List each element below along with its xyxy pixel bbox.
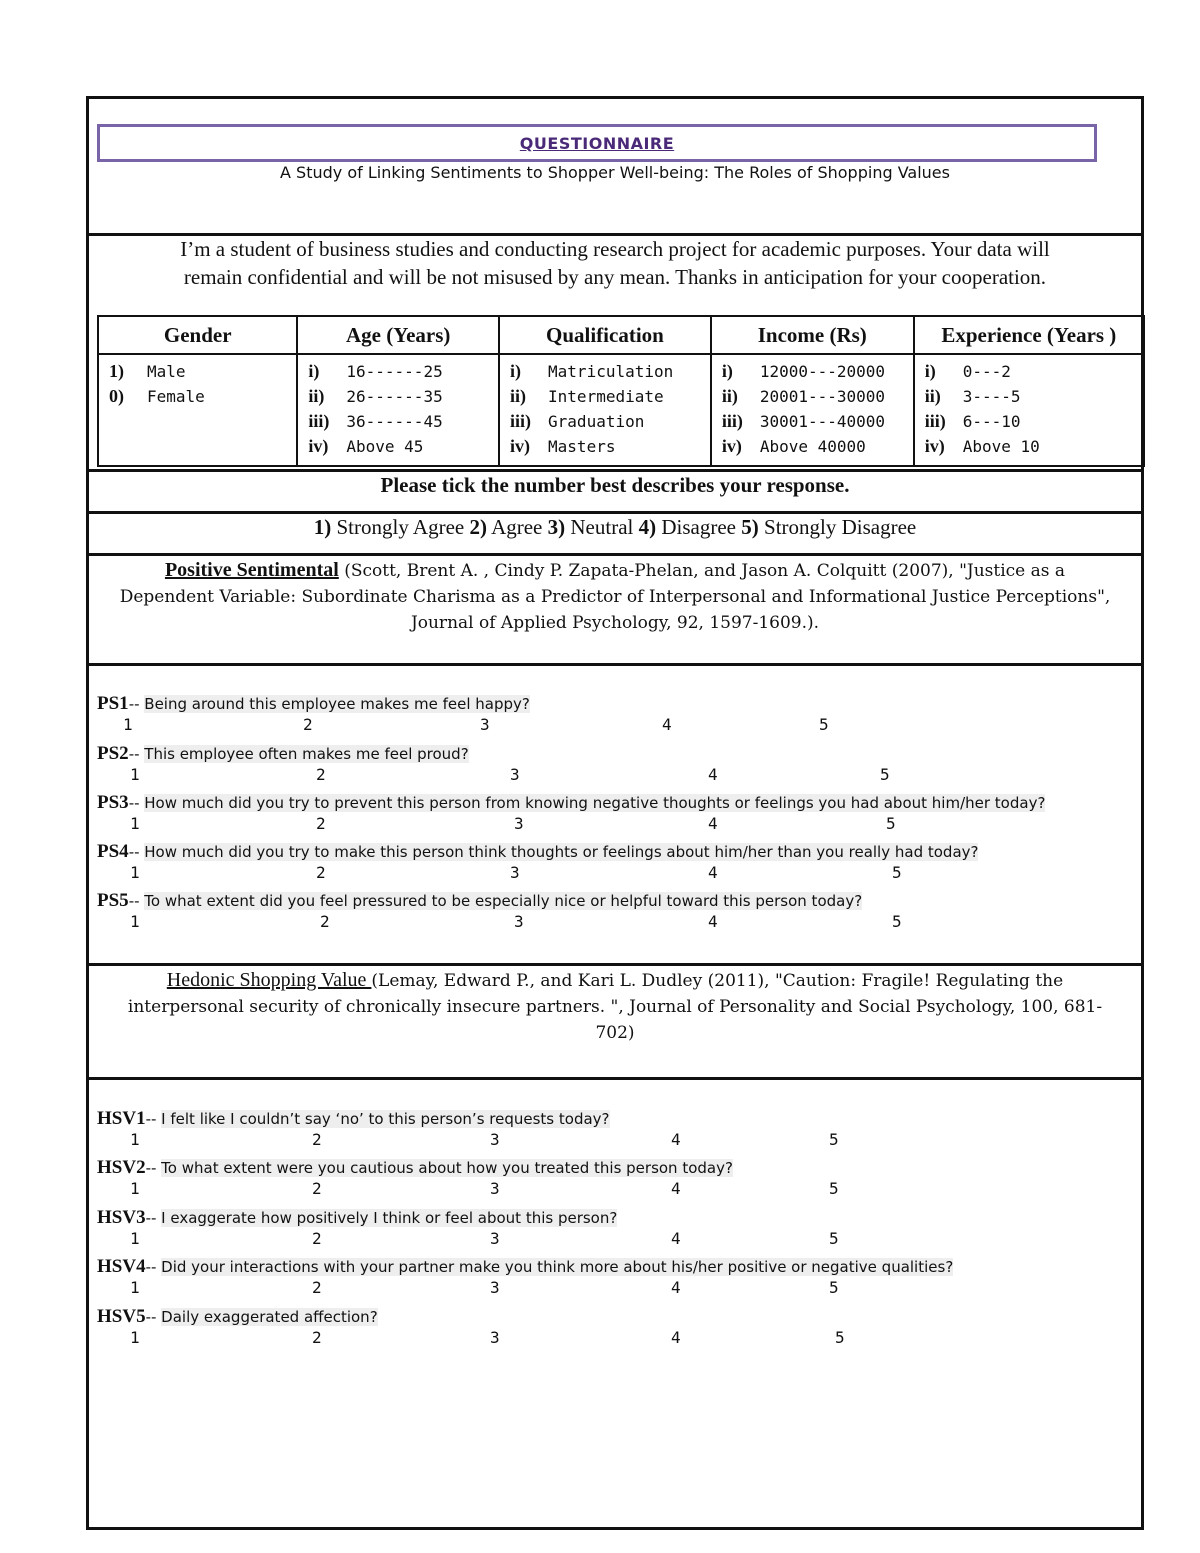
- age-option[interactable]: ii) 26------35: [308, 386, 443, 406]
- gender-option[interactable]: 1) Male: [109, 361, 186, 381]
- intro-line-1: I’m a student of business studies and conducting research project for academic purposes. Your data will: [180, 237, 1050, 261]
- page-title: QUESTIONNAIRE: [519, 134, 675, 153]
- age-option[interactable]: iv) Above 45: [308, 436, 424, 456]
- age-option[interactable]: i) 16------25: [308, 361, 443, 381]
- experience-option[interactable]: iii) 6---10: [924, 411, 1021, 431]
- rating-scale[interactable]: 1 2 3 4 5: [130, 1179, 839, 1198]
- rating-scale[interactable]: 1 2 3 4 5: [130, 1229, 839, 1248]
- qualification-option[interactable]: iv) Masters: [510, 436, 616, 456]
- intro-text: [109, 235, 1121, 291]
- page-subtitle: A Study of Linking Sentiments to Shopper Well-being: The Roles of Shopping Values: [280, 163, 950, 182]
- rating-scale[interactable]: 1 2 3 4 5: [130, 863, 902, 882]
- scale-legend: 1) Strongly Agree 2) Agree 3) Neutral 4) Disagree 5) Strongly Disagree: [313, 515, 917, 539]
- experience-option[interactable]: ii) 3----5: [924, 386, 1021, 406]
- rating-scale[interactable]: 1 2 3 4 5: [130, 1278, 839, 1297]
- rating-scale[interactable]: 1 2 3 4 5: [130, 814, 896, 833]
- income-header: Income (Rs): [711, 316, 914, 354]
- question-hsv4: HSV4-- Did your interactions with your partner make you think more about his/her positive or negative qualities? 1 2 3 4 5: [97, 1256, 1127, 1302]
- divider: [89, 511, 1141, 514]
- question-hsv5: HSV5-- Daily exaggerated affection? 1 2 3 4 5: [97, 1306, 1127, 1352]
- question-ps5: PS5-- To what extent did you feel pressured to be especially nice or helpful toward this person today? 1 2 3 4 5: [97, 890, 1127, 936]
- hedonic-reference: Hedonic Shopping Value (Lemay, Edward P., and Kari L. Dudley (2011), "Caution: Fragile! Regulating the interpersonal security of chronically insecure partners. ", Journal of Personality and Social Psychology, 100, 681-702): [127, 969, 1103, 1043]
- hedonic-heading: Hedonic Shopping Value: [166, 969, 372, 991]
- qualification-option[interactable]: iii) Graduation: [510, 411, 645, 431]
- qualification-header: Qualification: [499, 316, 711, 354]
- gender-option[interactable]: 0) Female: [109, 386, 205, 406]
- experience-options: [914, 354, 1144, 466]
- question-hsv2: HSV2-- To what extent were you cautious about how you treated this person today? 1 2 3 4 5: [97, 1157, 1127, 1203]
- qualification-options: [499, 354, 711, 466]
- question-hsv3: HSV3-- I exaggerate how positively I think or feel about this person? 1 2 3 4 5: [97, 1207, 1127, 1253]
- demographics-table: [97, 315, 1145, 467]
- divider: [89, 663, 1141, 666]
- rating-scale[interactable]: 1 2 3 4 5: [130, 1130, 839, 1149]
- question-ps3: PS3-- How much did you try to prevent this person from knowing negative thoughts or feelings you had about him/her today? 1 2 3 4 5: [97, 792, 1127, 838]
- questionnaire-frame: [86, 96, 1144, 1530]
- experience-header: Experience (Years ): [914, 316, 1144, 354]
- divider: [89, 1077, 1141, 1080]
- age-header: Age (Years): [297, 316, 499, 354]
- qualification-option[interactable]: i) Matriculation: [510, 361, 674, 381]
- divider: [89, 963, 1141, 966]
- question-ps1: PS1-- Being around this employee makes me feel happy? 1 2 3 4 5: [97, 693, 1127, 739]
- intro-line-2: remain confidential and will be not misused by any mean. Thanks in anticipation for your cooperation.: [183, 265, 1047, 289]
- instruction-text: Please tick the number best describes your response.: [380, 473, 850, 497]
- gender-header: Gender: [98, 316, 297, 354]
- question-ps4: PS4-- How much did you try to make this person think thoughts or feelings about him/her than you really had today? 1 2 3 4 5: [97, 841, 1127, 887]
- rating-scale[interactable]: 1 2 3 4 5: [130, 765, 890, 784]
- income-option[interactable]: ii) 20001---30000: [721, 386, 886, 406]
- positive-reference: Positive Sentimental (Scott, Brent A. , Cindy P. Zapata-Phelan, and Jason A. Colquitt (2007), "Justice as a Dependent Variable: Subordinate Charisma as a Predictor of Interpersonal and Informational Justice Perceptions", Journal of Applied Psychology, 92, 1597-1609.).: [119, 559, 1111, 633]
- divider: [89, 553, 1141, 556]
- rating-scale[interactable]: 1 2 3 4 5: [130, 1328, 845, 1347]
- age-options: [297, 354, 499, 466]
- income-options: [711, 354, 914, 466]
- experience-option[interactable]: i) 0---2: [924, 361, 1011, 381]
- income-option[interactable]: iv) Above 40000: [721, 436, 866, 456]
- rating-scale[interactable]: 1 2 3 4 5: [123, 715, 829, 734]
- divider: [89, 469, 1141, 472]
- experience-option[interactable]: iv) Above 10: [924, 436, 1040, 456]
- income-option[interactable]: iii) 30001---40000: [721, 411, 886, 431]
- positive-heading: Positive Sentimental: [164, 559, 339, 581]
- gender-options: [98, 354, 297, 466]
- age-option[interactable]: iii) 36------45: [308, 411, 443, 431]
- question-ps2: PS2-- This employee often makes me feel proud? 1 2 3 4 5: [97, 743, 1127, 789]
- question-hsv1: HSV1-- I felt like I couldn’t say ‘no’ to this person’s requests today? 1 2 3 4 5: [97, 1108, 1127, 1154]
- rating-scale[interactable]: 1 2 3 4 5: [130, 912, 902, 931]
- title-box: [97, 124, 1097, 162]
- qualification-option[interactable]: ii) Intermediate: [510, 386, 664, 406]
- income-option[interactable]: i) 12000---20000: [721, 361, 886, 381]
